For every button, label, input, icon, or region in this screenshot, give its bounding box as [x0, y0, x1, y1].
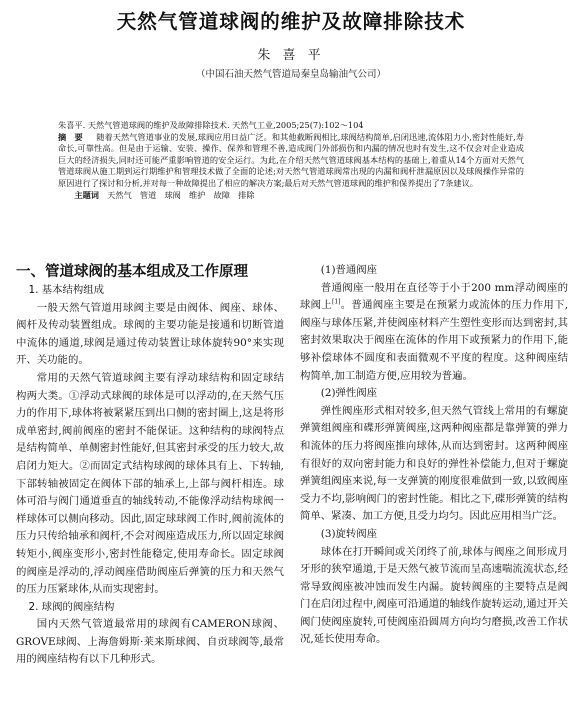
keywords-label: 主题词	[74, 189, 99, 200]
citation-line: 朱喜平. 天然气管道球阀的维护及故障排除技术. 天然气工业,2005;25(7):102～104	[58, 120, 364, 130]
article-title: 天然气管道球阀的维护及故障排除技术	[116, 10, 466, 33]
seat-type-rotating-text: 球体在打开瞬间或关闭终了前,球体与阀座之间形成月牙形的狭窄通道,于是天然气被节流而呈高速喘流流状态,经常导致阀座被冲蚀而发生内漏。旋转阀座的主要特点是阀门在启闭过程中,阀座可沿通道的轴线作旋转运动,通过开关阀门使阀座旋转,可使阀座沿圆周方向均匀磨损,改善工作状况,延长使用寿命。	[300, 545, 568, 646]
paragraph-structure-intro: 一般天然气管道用球阀主要是由阀体、阀座、球体、阀杆及传动装置组成。球阀的主要功能是接通和切断管道中流体的通道,球阀是通过传动装置让球体旋转90°来实现开、关功能的。	[16, 301, 284, 367]
seat-type-ordinary-title: (1)普通阀座	[320, 264, 378, 276]
subsection-heading-structure: 1. 基本结构组成	[28, 284, 105, 296]
abstract-text: 随着天然气管道事业的发展,球阀应用日益广泛。和其他截断阀相比,球阀结构简单,启闭迅速,流体阻力小,密封性能好,寿命长,可靠性高。但是由于运输、安装、操作、保养和管理不善,造成阀门外部损伤和内漏的情况也时有发生,这不仅会对企业造成巨大的经济损失,同时还可能严重影响管道的安全运行。为此,在介绍天然气管道球阀基本结构的基础上,着重从14个方面对天然气管道球阀从施工期到运行期维护和管理技术做了全面的论述;对天然气管道球阀常出现的内漏和阀杆泄漏原因以及球阀操作异常的原因进行了探讨和分析,并对每一种故障提出了相应的解决方案;最后对天然气管道球阀的维护和保养提出了7条建议。	[58, 131, 524, 188]
keywords-line	[58, 190, 524, 202]
right-column	[300, 262, 568, 649]
abstract-paragraph	[58, 132, 524, 190]
seat-type-rotating-title: (3)旋转阀座	[320, 527, 378, 540]
seat-type-elastic-title: (2)弹性阀座	[320, 387, 378, 400]
reference-mark: [1]	[332, 298, 341, 306]
keywords-text: 天然气 管道 球阀 维护 故障 排除	[107, 189, 255, 200]
abstract-block	[58, 120, 524, 201]
subsection-heading-seat: 2. 球阀的阀座结构	[28, 600, 115, 613]
seat-type-elastic-text: 弹性阀座形式相对较多,但天然气管线上常用的有螺旋弹簧组阀座和碟形弹簧阀座,这两种阀座都是靠弹簧的弹力和流体的压力将阀座推向球体,从而达到密封。这两种阀座有很好的双向密封能力和良好的弹性补偿能力,但对于螺旋弹簧组阀座来说,每一支弹簧的刚度很难做到一致,以致阀座受力不均,影响阀门的密封性能。相比之下,碟形弹簧的结构简单、紧凑、加工方便,且受力均匀。因此应用相当广泛。	[300, 404, 568, 523]
left-column	[16, 262, 284, 669]
article-author: 朱 喜 平	[257, 48, 325, 63]
seat-type-ordinary-text: 普通阀座一般用在直径等于小于200 mm浮动阀座的球阀上[1]。普通阀座主要是在预紧力或流体的压力作用下,阀座与球体压紧,并使阀座材料产生塑性变形而达到密封,其密封效果取决于阀座在流体的作用下或预紧力的作用下,能够补偿球体不圆度和表面微观不平度的程度。这种阀座结构简单,加工制造方便,应用较为普遍。	[300, 281, 568, 382]
author-affiliation: （中国石油天然气管道局秦皇岛输油气公司）	[195, 69, 386, 80]
abstract-label: 摘 要	[58, 131, 83, 142]
paragraph-ball-types: 常用的天然气管道球阀主要有浮动球结构和固定球结构两大类。①浮动式球阀的球体是可以浮动的,在天然气压力的作用下,球体将被紧紧压到出口侧的密封圈上,这是将形成单密封,阀前阀座的密封不能保证。这种结构的球阀特点是结构简单、单侧密封性能好,但其密封承受的压力较大,故启闭力矩大。②而固定式结构球阀的球体具有上、下转轴,下部转轴被固定在阀体下部的轴承上,上部与阀杆相连。球体可沿与阀门通道垂直的轴线转动,不能像浮动结构球阀一样球体可以侧向移动。因此,固定球球阀工作时,阀前流体的压力只传给轴承和阀杆,不会对阀座造成压力,所以固定球阀转矩小,阀座变形小,密封性能稳定,使用寿命长。固定球阀的阀座是浮动的,浮动阀座借助阀座后弹簧的压力和天然气的压力压紧球体,从而实现密封。	[16, 371, 284, 596]
section-heading-1: 一、管道球阀的基本组成及工作原理	[16, 264, 248, 280]
paragraph-seat-intro: 国内天然气管道最常用的球阀有CAMERON球阀、GROVE球阀、上海詹姆斯·莱来斯球阀、自贡球阀等,最常用的阀座结构有以下几种形式。	[16, 618, 284, 666]
